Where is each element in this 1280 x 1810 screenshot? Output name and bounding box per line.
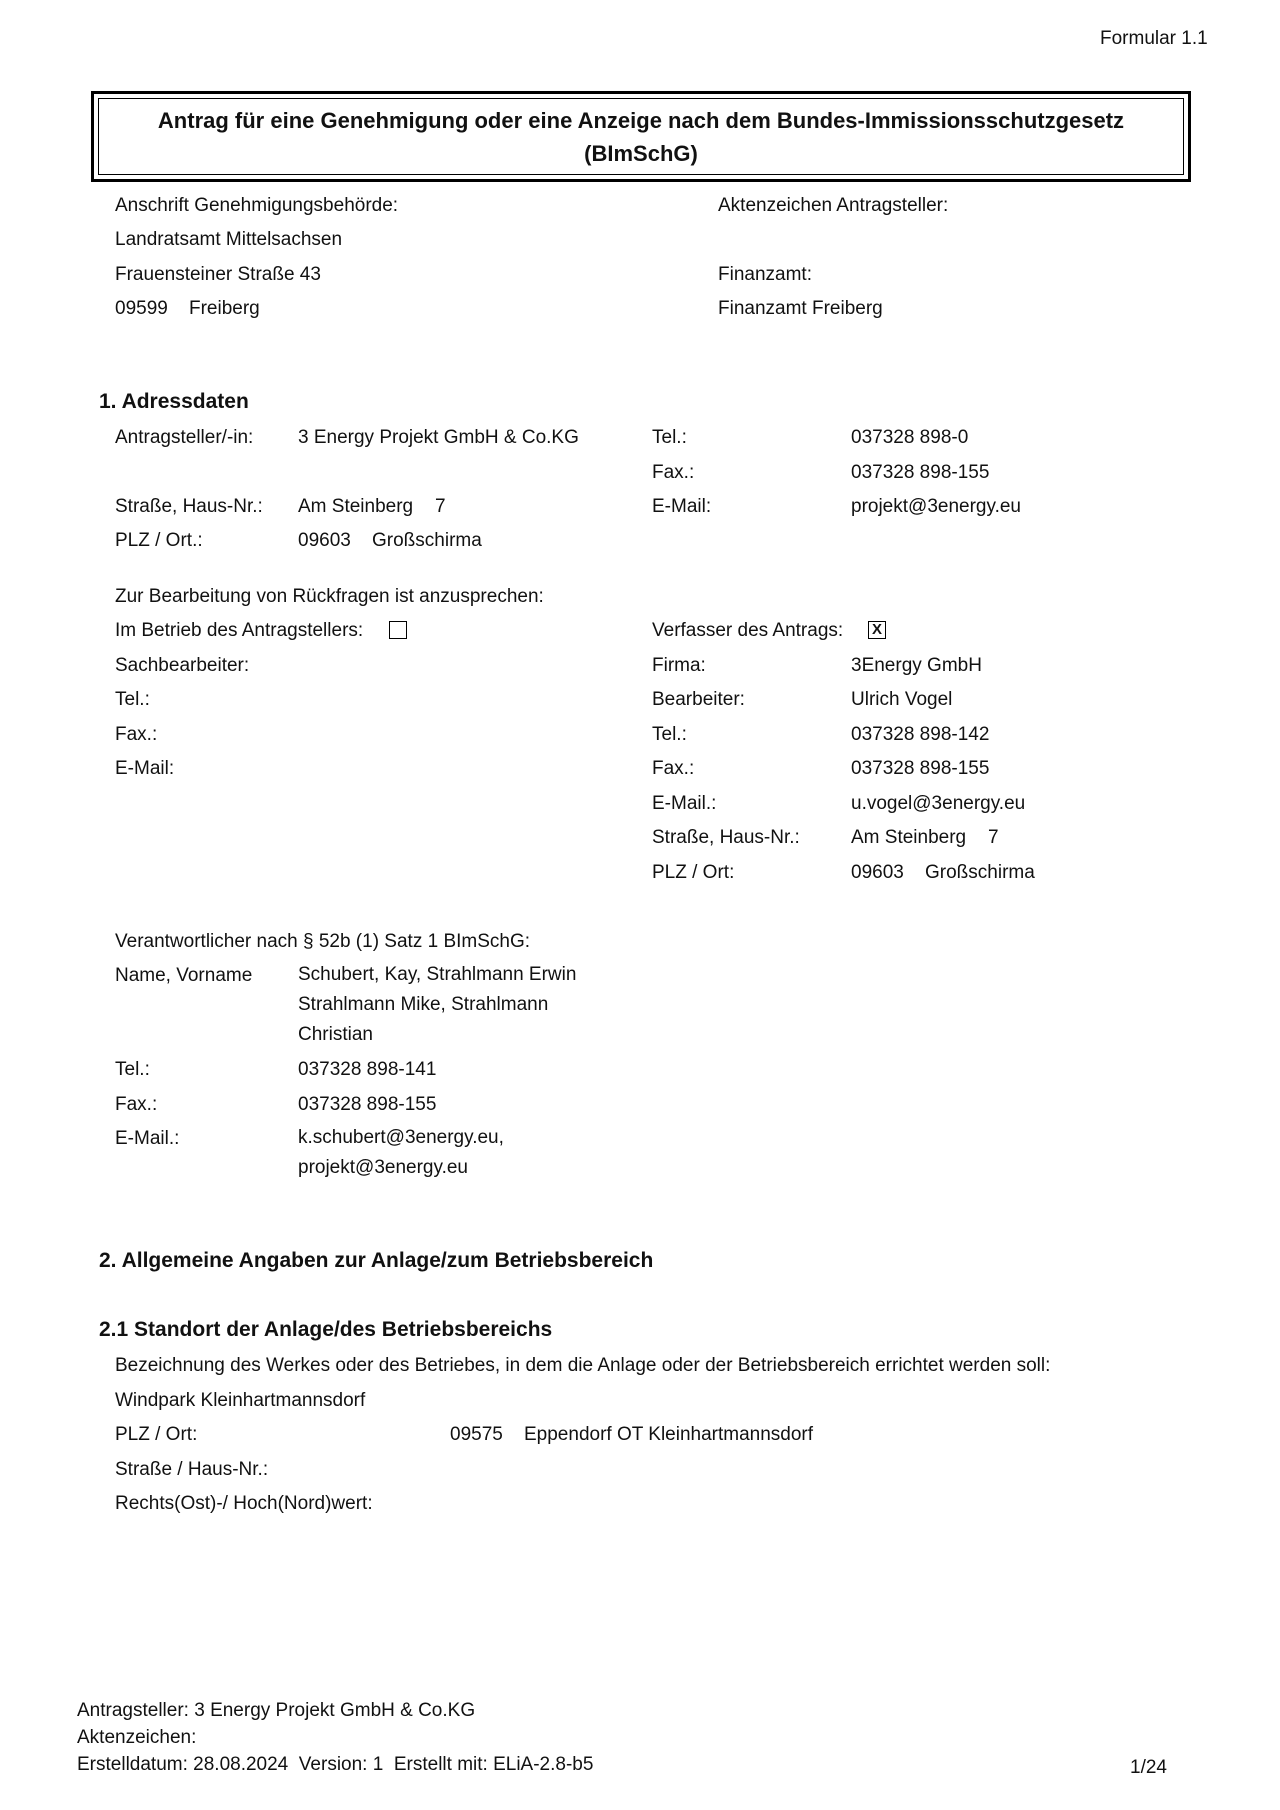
plant-label: Bezeichnung des Werkes oder des Betriebes, in dem die Anlage oder der Betriebsbereich errichtet werden soll:	[115, 1355, 1051, 1376]
clerk-label: Sachbearbeiter:	[115, 655, 250, 676]
author-fax-value: 037328 898-155	[851, 758, 990, 779]
title-inner	[98, 98, 1184, 175]
street-label: Straße, Haus-Nr.:	[115, 496, 263, 517]
page-title-abbr: (BImSchG)	[584, 140, 698, 166]
authority-city: Freiberg	[189, 298, 260, 319]
clerk-tel-label: Tel.:	[115, 689, 150, 710]
page-number: 1/24	[1130, 1757, 1167, 1778]
tax-office-value: Finanzamt Freiberg	[718, 298, 883, 319]
editor-value: Ulrich Vogel	[851, 689, 953, 710]
footer-applicant: Antragsteller: 3 Energy Projekt GmbH & Co.KG	[77, 1700, 476, 1721]
clerk-fax-label: Fax.:	[115, 724, 158, 745]
tax-office-label: Finanzamt:	[718, 264, 812, 285]
title-box	[91, 91, 1191, 182]
tel-label: Tel.:	[652, 427, 687, 448]
form-label: Formular 1.1	[1100, 28, 1208, 49]
author-email-label: E-Mail.:	[652, 793, 717, 814]
house-number: 7	[435, 496, 446, 517]
resp-email-label: E-Mail.:	[115, 1128, 180, 1149]
authority-street: Frauensteiner Straße 43	[115, 264, 321, 285]
section2-1-heading: 2.1 Standort der Anlage/des Betriebsbereichs	[99, 1318, 553, 1341]
email-label: E-Mail:	[652, 496, 712, 517]
authority-label: Anschrift Genehmigungsbehörde:	[115, 195, 399, 216]
firm-value: 3Energy GmbH	[851, 655, 982, 676]
resp-tel-value: 037328 898-141	[298, 1059, 437, 1080]
city-value: Großschirma	[372, 530, 482, 551]
author-street-value: Am Steinberg	[851, 827, 967, 848]
authority-name: Landratsamt Mittelsachsen	[115, 229, 343, 250]
fax-label: Fax.:	[652, 462, 695, 483]
applicant-value: 3 Energy Projekt GmbH & Co.KG	[298, 427, 579, 448]
section2-heading: 2. Allgemeine Angaben zur Anlage/zum Betriebsbereich	[99, 1249, 654, 1272]
inhouse-label: Im Betrieb des Antragstellers:	[115, 620, 364, 641]
responsible-label: Verantwortlicher nach § 52b (1) Satz 1 BImSchG:	[115, 931, 531, 952]
applicant-label: Antragsteller/-in:	[115, 427, 254, 448]
firm-label: Firma:	[652, 655, 706, 676]
site-zip-value: 09575	[450, 1424, 503, 1445]
contact-intro: Zur Bearbeitung von Rückfragen ist anzusprechen:	[115, 586, 544, 607]
name-label: Name, Vorname	[115, 965, 253, 986]
zip-value: 09603	[298, 530, 351, 551]
author-checkbox[interactable]: X	[868, 621, 886, 639]
clerk-email-label: E-Mail:	[115, 758, 175, 779]
name-value: Schubert, Kay, Strahlmann Erwin Strahlmann Mike, Strahlmann Christian	[298, 964, 577, 1045]
footer-created: Erstelldatum: 28.08.2024 Version: 1 Erstellt mit: ELiA-2.8-b5	[77, 1754, 594, 1775]
site-coords-label: Rechts(Ost)-/ Hoch(Nord)wert:	[115, 1493, 373, 1514]
zip-label: PLZ / Ort.:	[115, 530, 203, 551]
author-tel-value: 037328 898-142	[851, 724, 990, 745]
resp-email-value: k.schubert@3energy.eu, projekt@3energy.eu	[298, 1127, 504, 1178]
footer-file-ref: Aktenzeichen:	[77, 1727, 197, 1748]
editor-label: Bearbeiter:	[652, 689, 745, 710]
authority-zip: 09599	[115, 298, 168, 319]
author-tel-label: Tel.:	[652, 724, 687, 745]
author-zip-value: 09603	[851, 862, 904, 883]
email-value: projekt@3energy.eu	[851, 496, 1021, 517]
street-value: Am Steinberg	[298, 496, 414, 517]
site-street-label: Straße / Haus-Nr.:	[115, 1459, 269, 1480]
resp-fax-value: 037328 898-155	[298, 1094, 437, 1115]
file-ref-label: Aktenzeichen Antragsteller:	[718, 195, 949, 216]
section1-heading: 1. Adressdaten	[99, 390, 249, 413]
author-city-value: Großschirma	[925, 862, 1035, 883]
author-fax-label: Fax.:	[652, 758, 695, 779]
site-city-value: Eppendorf OT Kleinhartmannsdorf	[524, 1424, 814, 1445]
author-house-number: 7	[988, 827, 999, 848]
author-label: Verfasser des Antrags:	[652, 620, 844, 641]
page-title: Antrag für eine Genehmigung oder eine Anzeige nach dem Bundes-Immissionsschutzgesetz	[157, 107, 1125, 133]
resp-fax-label: Fax.:	[115, 1094, 158, 1115]
author-street-label: Straße, Haus-Nr.:	[652, 827, 800, 848]
author-zip-label: PLZ / Ort:	[652, 862, 735, 883]
inhouse-checkbox[interactable]	[389, 621, 407, 639]
site-zip-label: PLZ / Ort:	[115, 1424, 198, 1445]
tel-value: 037328 898-0	[851, 427, 969, 448]
resp-tel-label: Tel.:	[115, 1059, 150, 1080]
fax-value: 037328 898-155	[851, 462, 990, 483]
plant-value: Windpark Kleinhartmannsdorf	[115, 1390, 366, 1411]
author-email-value: u.vogel@3energy.eu	[851, 793, 1026, 814]
